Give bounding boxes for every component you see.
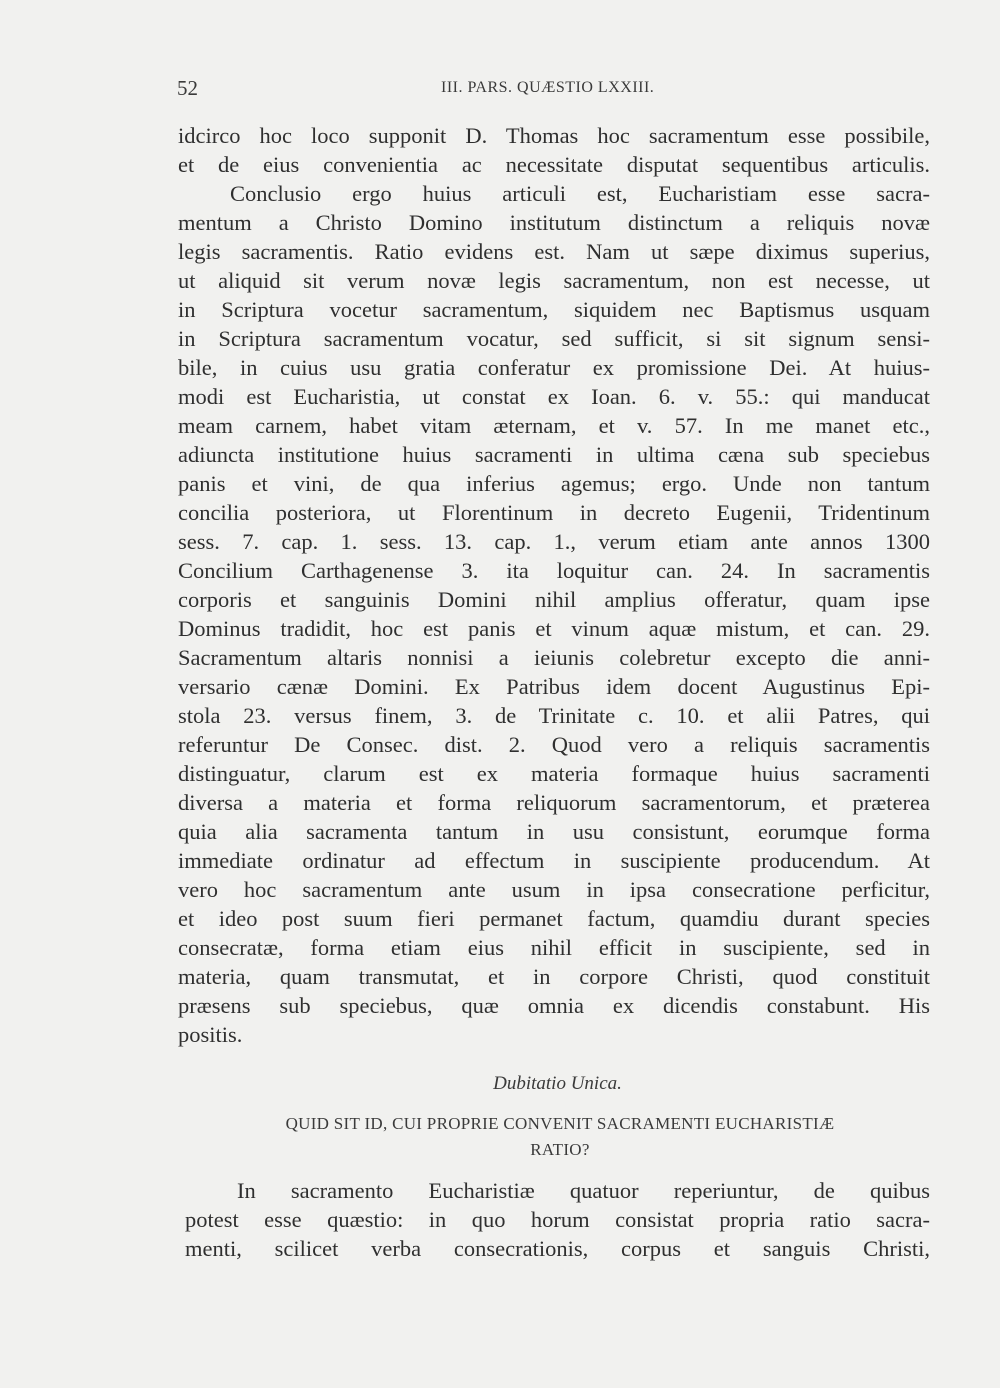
question-title bbox=[200, 1111, 920, 1163]
running-head: III. PARS. QUÆSTIO LXXIII. bbox=[441, 79, 655, 96]
text-line: quia alia sacramenta tantum in usu consistunt, eorumque forma bbox=[178, 819, 930, 844]
text-line: bile, in cuius usu gratia conferatur ex promissione Dei. At huius- bbox=[178, 355, 930, 380]
text-line: modi est Eucharistia, ut constat ex Ioan. 6. v. 55.: qui manducat bbox=[178, 384, 930, 409]
page-number: 52 bbox=[177, 76, 198, 100]
text-line: et ideo post suum fieri permanet factum, quamdiu durant species bbox=[178, 906, 930, 931]
text-line: consecratæ, forma etiam eius nihil efficit in suscipiente, sed in bbox=[178, 935, 930, 960]
text-line: concilia posteriora, ut Florentinum in decreto Eugenii, Tridentinum bbox=[178, 500, 930, 525]
text-line: In sacramento Eucharistiæ quatuor reperiuntur, de quibus bbox=[237, 1178, 930, 1203]
text-line: materia, quam transmutat, et in corpore Christi, quod constituit bbox=[178, 964, 930, 989]
text-line: referuntur De Consec. dist. 2. Quod vero a reliquis sacramentis bbox=[178, 732, 930, 757]
text-line: legis sacramentis. Ratio evidens est. Nam ut sæpe diximus superius, bbox=[178, 239, 930, 264]
text-line: Concilium Carthagenense 3. ita loquitur can. 24. In sacramentis bbox=[178, 558, 930, 583]
text-line: Conclusio ergo huius articuli est, Eucharistiam esse sacra- bbox=[230, 181, 930, 206]
main-text bbox=[178, 121, 930, 1049]
text-line: versario cænæ Domini. Ex Patribus idem docent Augustinus Epi- bbox=[178, 674, 930, 699]
text-line: Sacramentum altaris nonnisi a ieiunis colebretur excepto die anni- bbox=[178, 645, 930, 670]
text-line: in Scriptura vocetur sacramentum, siquidem nec Baptismus usquam bbox=[178, 297, 930, 322]
text-line: ut aliquid sit verum novæ legis sacramentum, non est necesse, ut bbox=[178, 268, 930, 293]
final-paragraph bbox=[185, 1176, 930, 1263]
text-line: præsens sub speciebus, quæ omnia ex dicendis constabunt. His bbox=[178, 993, 930, 1018]
text-line: idcirco hoc loco supponit D. Thomas hoc sacramentum esse possibile, bbox=[178, 123, 930, 148]
page-header bbox=[177, 76, 857, 106]
text-line: in Scriptura sacramentum vocatur, sed sufficit, si sit signum sensi- bbox=[178, 326, 930, 351]
question-title-line: RATIO? bbox=[530, 1140, 590, 1159]
text-line: panis et vini, de qua inferius agemus; ergo. Unde non tantum bbox=[178, 471, 930, 496]
text-line: potest esse quæstio: in quo horum consistat propria ratio sacra- bbox=[185, 1207, 930, 1232]
text-line: vero hoc sacramentum ante usum in ipsa consecratione perficitur, bbox=[178, 877, 930, 902]
text-line: meam carnem, habet vitam æternam, et v. 57. In me manet etc., bbox=[178, 413, 930, 438]
text-line: stola 23. versus finem, 3. de Trinitate c. 10. et alii Patres, qui bbox=[178, 703, 930, 728]
text-line: immediate ordinatur ad effectum in suscipiente producendum. At bbox=[178, 848, 930, 873]
text-line: et de eius convenientia ac necessitate disputat sequentibus articulis. bbox=[178, 152, 930, 177]
section-label: Dubitatio Unica. bbox=[493, 1073, 622, 1094]
text-line: mentum a Christo Domino institutum distinctum a reliquis novæ bbox=[178, 210, 930, 235]
text-line: diversa a materia et forma reliquorum sacramentorum, et præterea bbox=[178, 790, 930, 815]
text-line: positis. bbox=[178, 1022, 243, 1047]
question-title-line: QUID SIT ID, CUI PROPRIE CONVENIT SACRAMENTI EUCHARISTIÆ bbox=[285, 1114, 835, 1133]
text-line: distinguatur, clarum est ex materia formaque huius sacramenti bbox=[178, 761, 930, 786]
text-line: menti, scilicet verba consecrationis, corpus et sanguis Christi, bbox=[185, 1236, 930, 1261]
text-line: sess. 7. cap. 1. sess. 13. cap. 1., verum etiam ante annos 1300 bbox=[178, 529, 930, 554]
text-line: Dominus tradidit, hoc est panis et vinum aquæ mistum, et can. 29. bbox=[178, 616, 930, 641]
text-line: corporis et sanguinis Domini nihil amplius offeratur, quam ipse bbox=[178, 587, 930, 612]
text-line: adiuncta institutione huius sacramenti in ultima cæna sub speciebus bbox=[178, 442, 930, 467]
